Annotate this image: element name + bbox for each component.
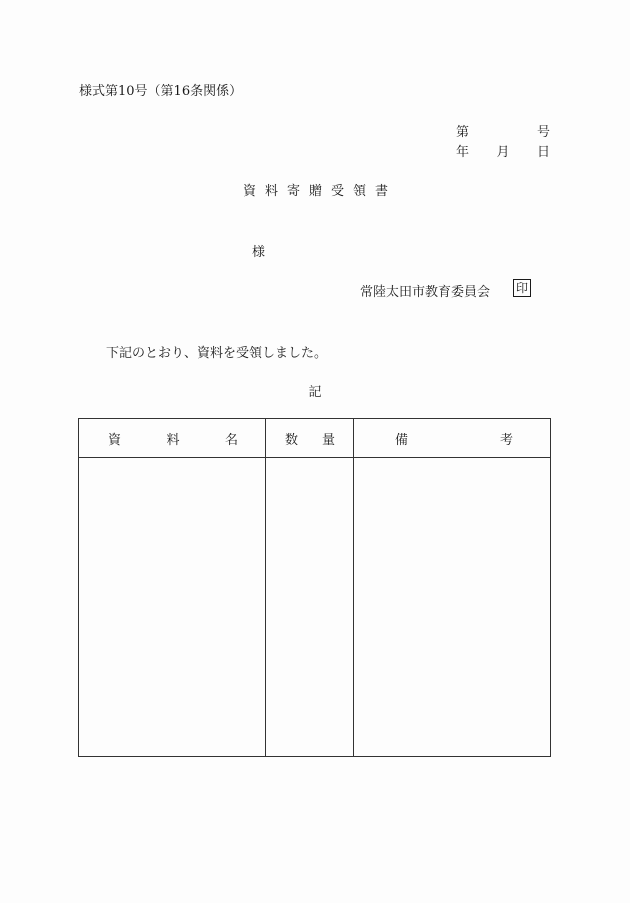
year-label: 年: [456, 145, 470, 160]
recipient-honorific: 様: [252, 245, 266, 260]
table-column-divider: [265, 419, 266, 756]
table-header-divider: [79, 457, 550, 458]
header-quantity: 数 量: [285, 432, 335, 448]
day-label: 日: [536, 145, 550, 160]
header-material-name: 資 料 名: [108, 432, 238, 448]
document-title: 資料寄贈受領書: [242, 184, 397, 199]
month-label: 月: [496, 145, 510, 160]
document-number-line: [456, 121, 550, 140]
table-column-divider: [353, 419, 354, 756]
body-text: 下記のとおり、資料を受領しました。: [106, 346, 328, 361]
form-number: 様式第10号（第16条関係）: [79, 84, 243, 99]
number-suffix: 号: [536, 125, 550, 140]
materials-table: [78, 418, 551, 757]
seal-mark: 印: [513, 279, 531, 297]
number-prefix: 第: [456, 125, 470, 140]
ki-heading: 記: [308, 385, 322, 400]
date-line: [456, 141, 550, 160]
header-remarks: 備 考: [395, 432, 513, 448]
issuer-name: 常陸太田市教育委員会: [360, 285, 491, 300]
